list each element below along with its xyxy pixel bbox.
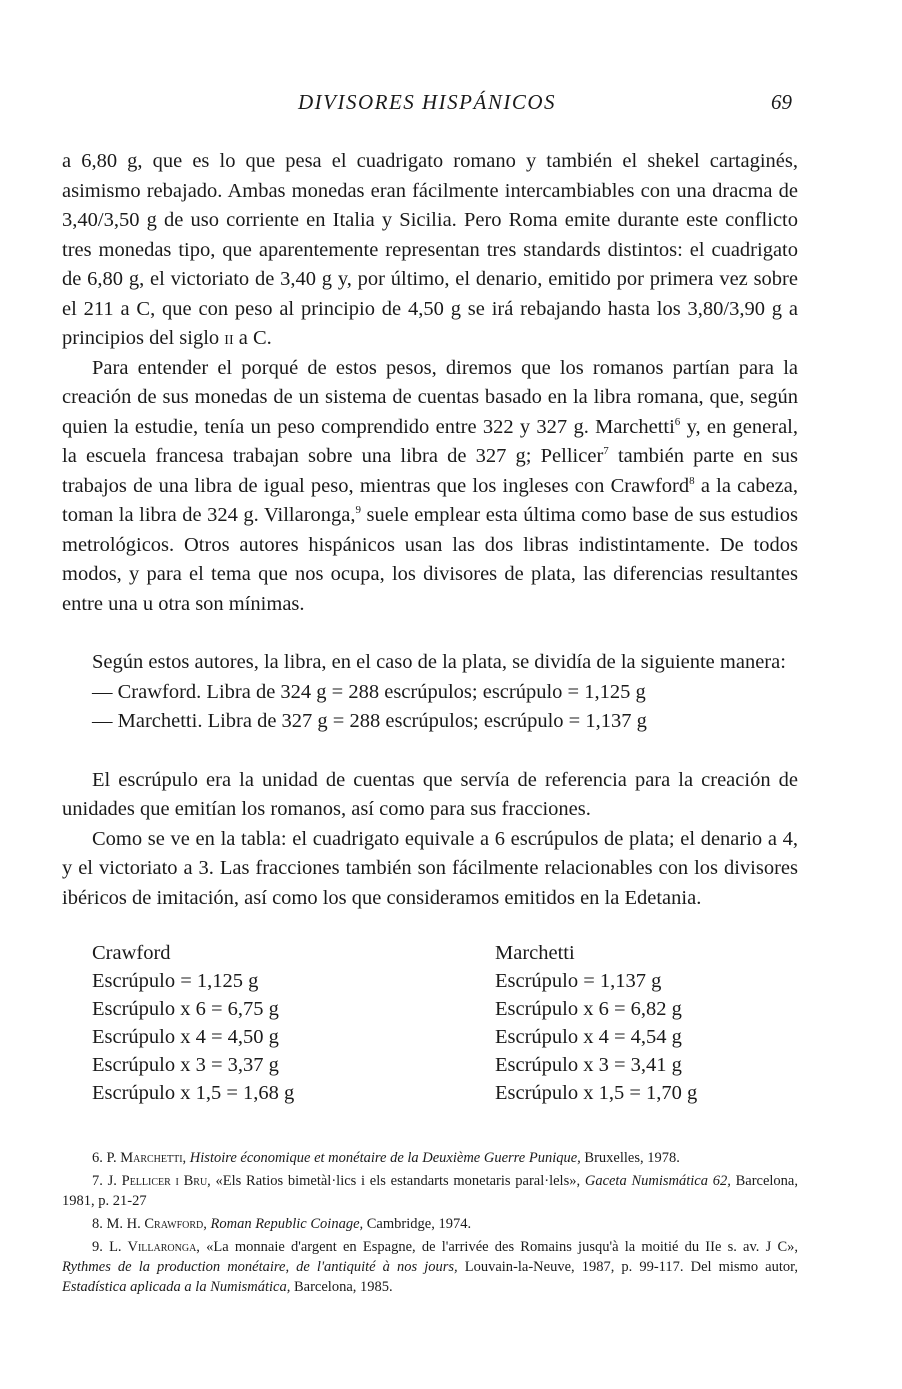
footnote-7: 7. J. Pellicer i Bru, «Els Ratios bimetàl·lics i els estandarts monetaris paral·lels», Gaceta Numismática 62, Barcelona, 1981, p. 21-27: [62, 1173, 798, 1209]
marchetti-table: [495, 939, 697, 1107]
table-header: Marchetti: [495, 942, 575, 964]
running-head: [62, 90, 792, 122]
century-numeral: ii: [224, 327, 234, 349]
scruple-tables: [62, 939, 798, 1109]
paragraph-1: a 6,80 g, que es lo que pesa el cuadrigato romano y también el shekel cartaginés, asimismo rebajado. Ambas monedas eran fácilmente intercambiables con una dracma de 3,40/3,50 g de uso corriente en Italia y Sicilia. Pero Roma emite durante este conflicto tres monedas tipo, que aparentemente representan tres standards distintos: el cuadrigato de 6,80 g, el victoriato de 3,40 g y, por último, el denario, emitido por primera vez sobre el 211 a C, que con peso al principio de 4,50 g se irá rebajando hasta los 3,80/3,90 g a principios del siglo ii a C.: [62, 150, 798, 349]
paragraph-5: Como se ve en la tabla: el cuadrigato equivale a 6 escrúpulos de plata; el denario a 4, y el victoriato a 3. Las fracciones también son fácilmente relacionables con los divisores ibéricos de imitación, así como los que consideramos emitidos en la Edetania.: [62, 827, 798, 909]
footnote-8: 8. M. H. Crawford, Roman Republic Coinage, Cambridge, 1974.: [92, 1216, 472, 1232]
table-row: Escrúpulo x 4 = 4,54 g: [495, 1026, 682, 1048]
table-row: Escrúpulo x 6 = 6,82 g: [495, 998, 682, 1020]
table-row: Escrúpulo x 1,5 = 1,68 g: [92, 1082, 295, 1104]
table-row: Escrúpulo x 3 = 3,41 g: [495, 1054, 682, 1076]
footnote-ref-8[interactable]: 8: [689, 474, 695, 487]
paragraph-4: El escrúpulo era la unidad de cuentas que servía de referencia para la creación de unidades que emitían los romanos, así como para sus fracciones.: [62, 768, 798, 820]
table-header: Crawford: [92, 942, 171, 964]
crawford-definition: — Crawford. Libra de 324 g = 288 escrúpulos; escrúpulo = 1,125 g: [92, 680, 646, 703]
body-text: [62, 147, 798, 1109]
table-row: Escrúpulo = 1,137 g: [495, 970, 662, 992]
crawford-table: [92, 939, 294, 1107]
footnote-ref-6[interactable]: 6: [674, 415, 681, 428]
footnotes: [62, 1148, 798, 1300]
footnote-6: 6. P. Marchetti, Histoire économique et monétaire de la Deuxième Guerre Punique, Bruxelles, 1978.: [92, 1150, 680, 1166]
running-head-title: DIVISORES HISPÁNICOS: [297, 90, 557, 114]
page-number: 69: [771, 90, 792, 114]
table-row: Escrúpulo x 1,5 = 1,70 g: [495, 1082, 698, 1104]
table-row: Escrúpulo x 4 = 4,50 g: [92, 1026, 279, 1048]
footnote-ref-7[interactable]: 7: [603, 445, 609, 457]
table-row: Escrúpulo x 3 = 3,37 g: [92, 1054, 279, 1076]
paragraph-3: Según estos autores, la libra, en el caso de la plata, se dividía de la siguiente manera:: [92, 651, 786, 673]
footnote-ref-9[interactable]: 9: [355, 504, 362, 516]
marchetti-definition: — Marchetti. Libra de 327 g = 288 escrúpulos; escrúpulo = 1,137 g: [92, 710, 647, 732]
footnote-9: 9. L. Villaronga, «La monnaie d'argent en Espagne, de l'arrivée des Romains jusqu'à la moitié du IIe s. av. J C», Rythmes de la production monétaire, de l'antiquité à nos jours, Louvain-la-Neuve, 1987, p. 99-117. Del mismo autor, Estadística aplicada a la Numismática, Barcelona, 1985.: [62, 1239, 799, 1295]
paragraph-2: Para entender el porqué de estos pesos, diremos que los romanos partían para la creación de sus monedas de un sistema de cuentas basado en la libra romana, que, según quien la estudie, tenía un peso comprendido entre 322 y 327 g. Marchetti$^6$ y, en general, la escuela francesa trabajan sobre una libra de 327 g; Pellicer$^7$ también parte en sus trabajos de una libra de igual peso, mientras que los ingleses con Crawford$^8$ a la cabeza, toman la libra de 324 g. Villaronga,$^9$ suele emplear esta última como base de sus estudios metrológicos. Otros autores hispánicos usan las dos libras indistintamente. De todos modos, y para el tema que nos ocupa, los divisores de plata, las diferencias resultantes entre una u otra son mínimas.: [62, 356, 798, 615]
table-row: Escrúpulo = 1,125 g: [92, 970, 259, 992]
table-row: Escrúpulo x 6 = 6,75 g: [92, 998, 279, 1020]
